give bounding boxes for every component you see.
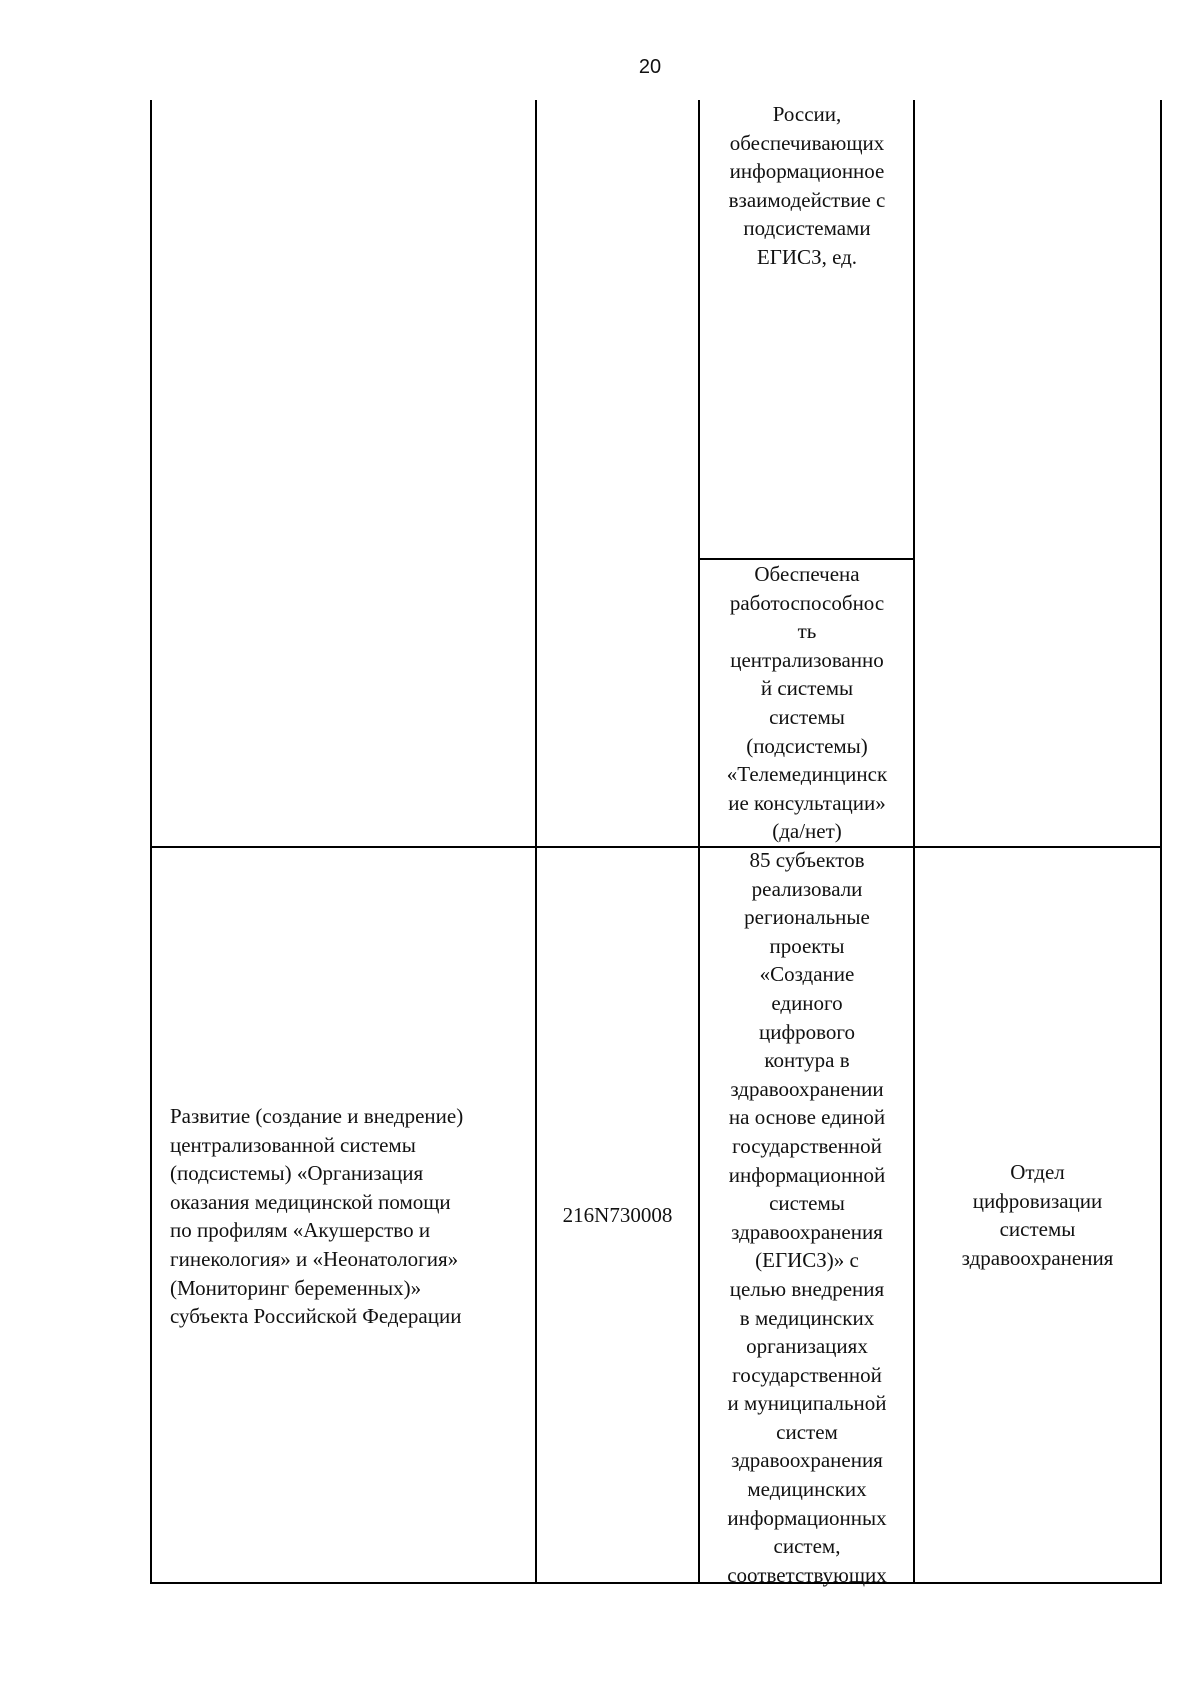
text-line: государственной: [732, 1133, 882, 1158]
text-line: ие консультации»: [728, 790, 886, 815]
vline-code-indicator: [698, 100, 700, 1584]
text-line: (подсистемы) «Организация: [170, 1161, 424, 1186]
text-line: цифрового: [759, 1019, 855, 1044]
text-line: организациях: [746, 1334, 868, 1359]
vline-right: [1160, 100, 1162, 1584]
text-line: государственной: [732, 1362, 882, 1387]
text-line: информационное: [729, 159, 885, 184]
text-line: ЕГИСЗ, ед.: [756, 244, 858, 269]
vline-name-code: [535, 100, 537, 1584]
text-line: и муниципальной: [727, 1391, 887, 1416]
text-line: единого: [771, 990, 843, 1015]
text-line: соответствующих: [727, 1562, 887, 1587]
text-line: 85 субъектов: [749, 848, 865, 872]
text-line: Развитие (создание и внедрение): [170, 1104, 464, 1128]
text-line: гинекология» и «Неонатология»: [170, 1246, 459, 1271]
text-line: систем,: [773, 1534, 841, 1559]
page-number: 20: [638, 56, 662, 78]
code-text: 216N730008: [562, 1203, 673, 1227]
row1-indicator-2: [702, 560, 912, 846]
text-line: на основе единой: [728, 1105, 886, 1130]
text-line: систем: [776, 1419, 838, 1444]
text-line: взаимодействие с: [728, 187, 886, 212]
text-line: здравоохранения: [731, 1219, 883, 1244]
text-line: (Мониторинг беременных)»: [170, 1275, 422, 1300]
row2-indicator: [702, 846, 912, 1589]
text-line: медицинских: [747, 1477, 867, 1502]
text-line: информационных: [727, 1505, 887, 1530]
row2-code: [537, 1201, 698, 1230]
text-line: (ЕГИСЗ)» с: [755, 1248, 859, 1273]
text-line: «Создание: [759, 962, 855, 987]
text-line: й системы: [760, 676, 854, 701]
text-line: Обеспечена: [754, 562, 860, 586]
text-line: по профилям «Акушерство и: [170, 1218, 431, 1243]
text-line: региональные: [744, 905, 870, 930]
text-line: централизованно: [730, 647, 884, 672]
text-line: централизованной системы: [170, 1132, 416, 1157]
text-line: проекты: [769, 933, 845, 958]
text-line: системы: [999, 1217, 1076, 1242]
text-line: здравоохранения: [731, 1448, 883, 1473]
text-line: оказания медицинской помощи: [170, 1189, 451, 1214]
text-line: в медицинских: [739, 1305, 875, 1330]
text-line: системы: [769, 704, 845, 729]
text-line: ть: [797, 619, 817, 644]
text-line: целью внедрения: [729, 1276, 885, 1301]
vline-indicator-responsible: [913, 100, 915, 1584]
text-line: цифровизации: [972, 1188, 1103, 1213]
text-line: здравоохранения: [961, 1245, 1114, 1270]
hline-bottom: [150, 1582, 1162, 1584]
hline-row-split: [150, 846, 1162, 848]
text-line: реализовали: [751, 876, 863, 901]
text-line: работоспособнос: [729, 590, 885, 615]
vline-left: [150, 100, 152, 1584]
text-line: Отдел: [1010, 1160, 1065, 1184]
text-line: «Телемединцинск: [726, 762, 888, 787]
text-line: контура в: [764, 1048, 850, 1073]
row1-indicator-1: [702, 100, 912, 272]
row2-name: [170, 1102, 530, 1331]
text-line: подсистемами: [743, 216, 871, 241]
row2-responsible: [916, 1158, 1159, 1272]
text-line: системы: [769, 1191, 845, 1216]
text-line: (подсистемы): [746, 733, 868, 758]
text-line: информационной: [728, 1162, 886, 1187]
text-line: России,: [772, 102, 842, 126]
text-line: (да/нет): [772, 819, 842, 844]
text-line: здравоохранении: [730, 1076, 884, 1101]
text-line: субъекта Российской Федерации: [170, 1304, 462, 1329]
text-line: обеспечивающих: [729, 130, 885, 155]
